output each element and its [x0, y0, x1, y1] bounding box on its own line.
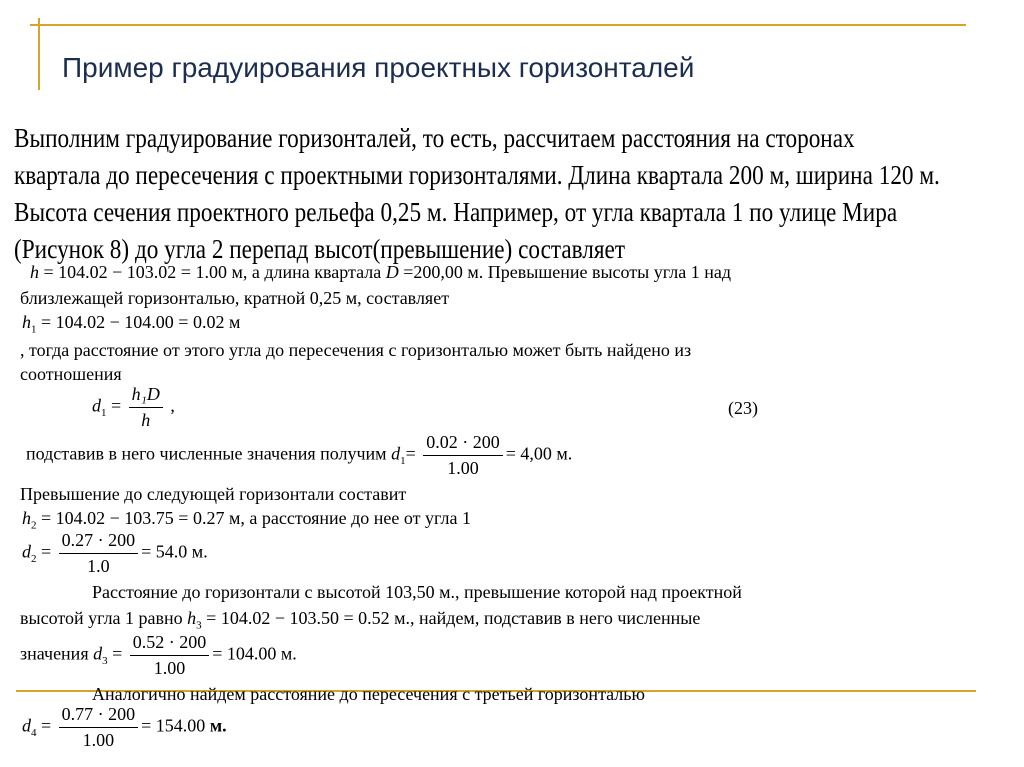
h2-formula-line: $h_2 = 104.02 - 103.75 = 0.27$ м, а расстояние до нее от угла 1 [22, 508, 471, 532]
h2-text: м, а расстояние до нее от угла 1 [224, 508, 471, 528]
top-accent-line [30, 24, 966, 26]
d2-symbol: d [22, 541, 31, 562]
intro-line: Высота сечения проектного рельефа 0,25 м. Например, от угла квартала 1 по улице Мира [14, 197, 898, 227]
d1-formula: $d_1$ = $\frac{\text{h₁D}}{h}$ , [92, 384, 175, 430]
D-value-text: =200,00 м. Превышение высоты угла 1 над [398, 262, 731, 282]
d2-tail: = 54.0 м. [141, 541, 208, 562]
intro-line: Выполним градуирование горизонталей, то есть, рассчитаем расстояния на сторонах [14, 123, 855, 153]
text-line: близлежащей горизонталью, кратной 0,25 м, составляет [20, 288, 450, 308]
d1-value-fraction [423, 432, 503, 479]
d1-denominator: h [141, 410, 151, 430]
d2-denominator: 1.0 [87, 556, 110, 576]
d4-tail: = 154.00 [141, 715, 210, 736]
h1-formula-line: $h_1 = 104.02 - 104.00 = 0.02$ м [22, 312, 241, 336]
d2-numerator: 0.27 · 200 [59, 530, 139, 554]
d3-symbol: d [93, 643, 103, 664]
d4-formula: $d_4$ = $\frac{0.77 \cdot 200}{1.00}$ = 154.00 м. [22, 704, 227, 750]
h1-symbol: h [22, 312, 31, 332]
d1-symbol: d [92, 395, 101, 416]
d2-fraction [59, 530, 139, 577]
D-symbol: D [385, 262, 399, 282]
d4-numerator: 0.77 · 200 [59, 704, 139, 728]
h3-pre-text: высотой угла 1 равно [20, 608, 188, 628]
d3-tail: = 104.00 м. [212, 643, 297, 664]
h2-symbol: h [22, 508, 31, 528]
d1-numerator: h₁D [129, 384, 163, 408]
d1-fraction [129, 384, 163, 431]
h-formula-line [30, 262, 731, 283]
slide-title: Пример градуирования проектных горизонталей [62, 52, 695, 83]
d4-fraction [59, 704, 139, 751]
d2-formula: $d_2$ = $\frac{0.27 \cdot 200}{1.0}$ = 54.0 м. [22, 530, 208, 576]
h-formula: = 104.02 − 103.02 = 1.00 [43, 262, 227, 282]
d1-value-line: подставив в него численные значения получим $d_1=$ $\frac{0.02 \cdot 200}{1.00}$ = 4,00 м. [26, 432, 573, 478]
h3-symbol: h [187, 608, 197, 628]
equation-number: (23) [728, 398, 758, 418]
d1-value-denominator: 1.00 [447, 458, 479, 478]
text-line: Аналогично найдем расстояние до пересечения с третьей горизонталью [92, 684, 645, 704]
d3-numerator: 0.52 · 200 [130, 632, 210, 656]
d1-symbol: d [391, 443, 401, 464]
left-accent-line [38, 18, 40, 90]
h3-formula: = 104.02 − 103.50 = 0.52 [206, 608, 390, 628]
h1-unit: м [224, 312, 241, 332]
h-symbol: h [30, 262, 39, 282]
d1-tail: , [165, 395, 175, 416]
d4-unit: м. [209, 715, 227, 736]
d3-fraction [130, 632, 210, 679]
text-line: , тогда расстояние от этого угла до пересечения с горизонталью может быть найдено из [20, 340, 692, 360]
d1-value-tail: = 4,00 м. [505, 443, 573, 464]
text-line: соотношения [20, 364, 122, 384]
h-text: м, а длина квартала [226, 262, 386, 282]
h3-post-text: м., найдем, подставив в него численные [389, 608, 701, 628]
text-line: Расстояние до горизонтали с высотой 103,50 м., превышение которой над проектной [92, 582, 742, 602]
d1-value-numerator: 0.02 · 200 [423, 432, 503, 456]
d3-pre-text: значения [20, 643, 94, 664]
intro-line: (Рисунок 8) до угла 2 перепад высот(превышение) составляет [14, 234, 626, 264]
intro-paragraph [14, 120, 940, 268]
text-line: Превышение до следующей горизонтали составит [20, 484, 407, 504]
d3-denominator: 1.00 [153, 658, 186, 678]
d4-denominator: 1.00 [82, 730, 115, 750]
h1-formula: = 104.02 − 104.00 = 0.02 [41, 312, 225, 332]
intro-line: квартала до пересечения с проектными горизонталями. Длина квартала 200 м, ширина 120 м. [14, 160, 940, 190]
h2-formula: = 104.02 − 103.75 = 0.27 [41, 508, 225, 528]
d3-line: значения $d_3$ = $\frac{0.52 \cdot 200}{1.00}$ = 104.00 м. [20, 632, 297, 678]
d4-symbol: d [22, 715, 31, 736]
h3-line: высотой угла 1 равно $h_3 = 104.02 - 103.50 = 0.52$ м., найдем, подставив в него численные [20, 608, 701, 632]
subst-text: подставив в него численные значения получим [26, 443, 392, 464]
